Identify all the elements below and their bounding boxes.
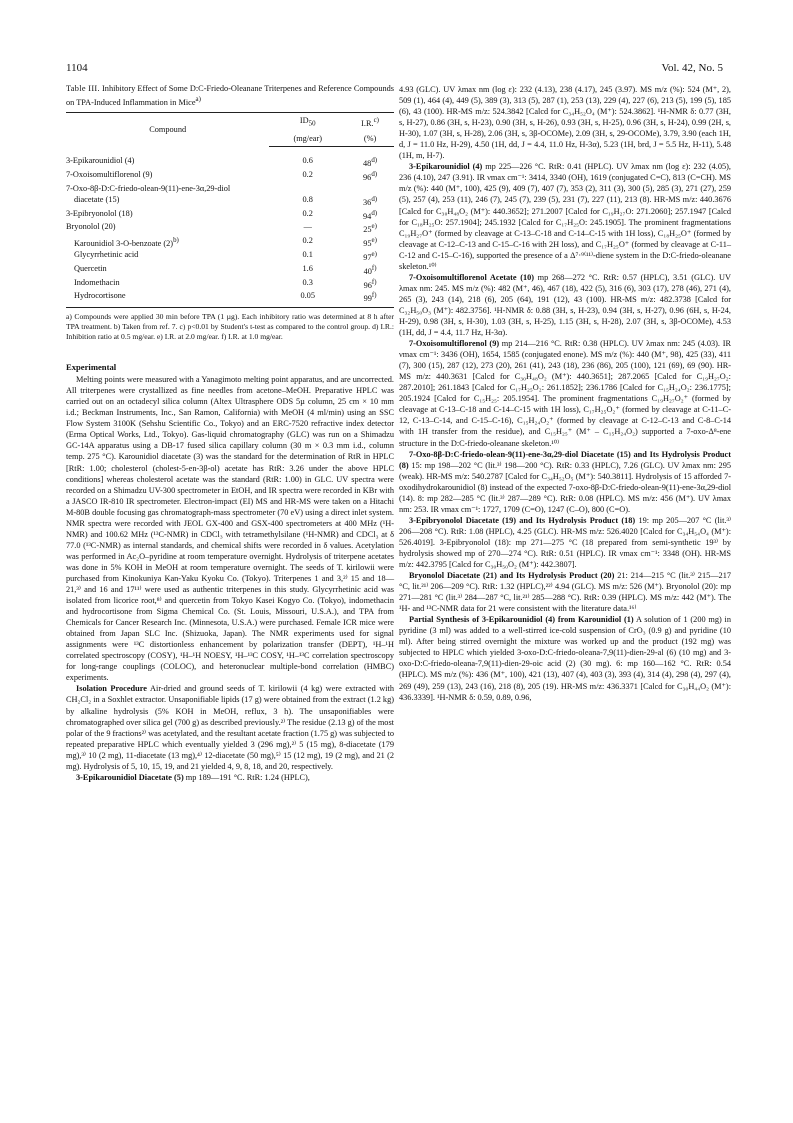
section-heading-experimental: Experimental: [66, 362, 117, 373]
epi-diacetate-heading: 3-Epikarounidiol Diacetate (5): [76, 772, 184, 782]
col-header-compound: Compound: [66, 112, 269, 147]
ir-value: 48$^{d)}$: [363, 157, 378, 169]
ir-value: 25$^{e)}$: [363, 223, 377, 235]
table-row: [66, 169, 394, 183]
compound-name: Quercetin: [74, 263, 107, 273]
ir-value: [346, 183, 394, 194]
ir-value: 95$^{e)}$: [363, 237, 377, 249]
col-header-id50-unit: (mg/ear): [269, 131, 346, 147]
ir-value: 97$^{e)}$: [363, 251, 377, 262]
ir-value: 99$^{f)}$: [346, 290, 394, 307]
table-row: [66, 290, 394, 307]
compound-name: 7-Oxo-8β-D:C-friedo-olean-9(11)-ene-3α,29-diol: [66, 183, 231, 193]
table-body: [66, 147, 394, 308]
epikarounidiol-paragraph: 3-Epikarounidiol (4) mp 225—226 °C. RtR: 0.41 (HPLC). UV λmax nm (log ε): 232 (4.05), 236 (4.10), 247 (3.91). IR νmax cm⁻¹: 3414, 3340 (OH), 1619 (conjugated C=C), 813 (C=CH). MS m/z (%): 440 (M⁺, 100), 425 (9), 409 (7), 407 (7), 353 (2), 311 (3), 300 (5), 285 (3), 271 (27), 259 (5), 257 (4), 253 (11), 246 (7), 245 (7), 239 (5), 231 (7), 227 (11), 213 (8). HR-MS m/z: 440.3676 [Calcd for C₃₀H₄₈O₂ (M⁺): 440.3652]; 271.2007 [Calcd for C₁₉H₂₇O: 271.2060]; 257.1947 [Calcd for C₁₈H₂₅O: 257.1904]; 245.1932 [Calcd for C₁₇H₂₅O: 245.1905]. The prominent fragmentations C₁₉H₂₇O⁺ (formed by cleavage at C-13–C-18 and C-14–C-15 with 1H loss), C₁₈H₂₅O⁺ (formed by cleavage at C-12–C-13 and C-15–C-16 with 2H loss), and C₁₇H₂₅O⁺ (formed by cleavage at C-11–C-12 and C-15–C-16), supported the presence of a Δ⁷·⁹⁽¹¹⁾-diene system in the D:C-friedo-oleanane skeleton.¹⁰⁾: [399, 162, 731, 271]
oxo-diacetate-paragraph: 7-Oxo-8β-D:C-friedo-olean-9(11)-ene-3α,29-diol Diacetate (15) and Its Hydrolysis Product (8) 15: mp 198—202 °C (lit.³⁾ 198—200 °C). RtR: 0.33 (HPLC), 7.26 (GLC). UV λmax nm: 295 (weak). HR-MS m/z: 540.2787 [Calcd for C₃₄H₅₂O₅ (M⁺): 540.3811]. Hydrolysis of 15 afforded 7-oxodihydrokarounidiol (8) instead of the expected 7-oxo-8β-D:C-friedo-olean-9(11)-ene-3α,29-diol (14). 8: mp 282—285 °C (lit.³⁾ 287—289 °C). RtR: 0.08 (HPLC). MS m/z: 456 (M⁺). UV λmax nm: 253. IR νmax cm⁻¹: 1727, 1709 (C=O), 1247 (C–O), 800 (C=O).: [399, 449, 731, 514]
id50-value: 0.3: [302, 277, 313, 287]
table-caption-label: Table III.: [66, 84, 100, 93]
table-caption: [66, 84, 394, 108]
table-row: [66, 249, 394, 263]
id50-value: 0.8: [302, 194, 313, 204]
left-column: [66, 84, 394, 783]
compound-heading: Bryonolol Diacetate (21) and Its Hydrolysis Product (20): [409, 571, 615, 581]
col-header-ir-unit: (%): [346, 131, 394, 147]
compound-heading: Partial Synthesis of 3-Epikarounidiol (4) from Karounidiol (1): [409, 615, 634, 625]
compound-name: Indomethacin: [74, 277, 120, 287]
right-column: [399, 84, 731, 703]
col-header-ir: I.R.$^{c)}$: [346, 112, 394, 131]
compound-name: Bryonolol (20): [66, 222, 116, 232]
ir-value: 96$^{d)}$: [363, 171, 378, 182]
isolation-paragraph: Isolation Procedure Air-dried and ground seeds of T. kirilowii (4 kg) were extracted with CH₂Cl₂ in a Soxhlet extractor. Unsaponifiable lipids (17 g) were obtained from the extract (1.2 kg) by alkaline hydrolysis (5% KOH in MeOH, reflux, 3 h). The unsaponifiables were chromatographed over silica gel (700 g) as described previously.²⁾ The residue (2.13 g) of the most polar of the 9 fractions²⁾ was acetylated, and the resultant acetate fraction (1.75 g) was subjected to repeated preparative HPLC which eventually yielded 3 (296 mg),²⁾ 5 (15 mg), 8-diacetate (179 mg),³⁾ 10 (2 mg), 11-diacetate (13 mg),⁴⁾ 12-diacetate (50 mg),⁵⁾ 15 (12 mg), 19 (2 mg), and 21 (2 mg). Hydrolysis of 5, 10, 15, 19, and 21 yielded 4, 9, 8, 18, and 20, respectively.: [66, 684, 394, 771]
id50-value: 0.6: [302, 156, 313, 166]
bryonolol-paragraph: Bryonolol Diacetate (21) and Its Hydrolysis Product (20) 21: 214—215 °C (lit.³⁾ 215—217 °C, lit.²¹⁾ 206—209 °C). RtR: 1.32 (HPLC),²²⁾ 4.94 (GLC). MS m/z: 526 (M⁺). Bryonolol (20): mp 271—281 °C (lit.³⁾ 284—287 °C, lit.²¹⁾ 285—288 °C). RtR: 0.39 (HPLC). MS m/z: 442 (M⁺). The ¹H- and ¹³C-NMR data for 21 were consistent with the literature data.¹⁶⁾: [399, 571, 731, 614]
ir-value: 94$^{d)}$: [363, 209, 378, 221]
id50-value: 0.2: [302, 170, 313, 180]
id50-value: —: [303, 222, 312, 232]
ir-value: 40$^{f)}$: [363, 264, 377, 276]
id50-value: 0.05: [269, 290, 346, 307]
compound-heading: 3-Epikarounidiol (4): [409, 162, 483, 172]
ir-value: 36$^{d)}$: [363, 195, 378, 207]
ir-value: 96$^{f)}$: [363, 278, 377, 290]
compound-name: Karounidiol 3-O-benzoate $(2)^{b)}$: [74, 237, 179, 249]
id50-value: 0.2: [302, 236, 313, 246]
table-footnote: a) Compounds were applied 30 min before TPA (1 µg). Each inhibitory ratio was determined at 8 h after TPA treatment. b) Taken from ref. 7. c) p<0.01 by Student's t-test as compared to the control group. d) I.R.: Inhibition ratio at 0.5 mg/ear. e) I.R. at 2.0 mg/ear. f) I.R. at 1.0 mg/ear.: [66, 312, 394, 342]
table-row: [66, 183, 394, 194]
compound-name: diacetate (15): [74, 194, 120, 204]
compound-name: Hydrocortisone: [66, 290, 269, 307]
table-caption-text: Inhibitory Effect of Some D:C-Friedo-Oleanane Triterpenes and Reference Compounds on TPA-Induced Inflammation in Mice: [66, 84, 394, 107]
table-row: [66, 147, 394, 169]
compound-heading: 3-Epibryonolol Diacetate (19) and Its Hydrolysis Product (18): [409, 515, 636, 525]
compound-name: 3-Epibryonolol (18): [66, 208, 133, 218]
isolation-heading: Isolation Procedure: [76, 684, 147, 694]
table-row: [66, 235, 394, 249]
id50-value: [269, 183, 346, 194]
table-row: [66, 194, 394, 208]
id50-value: 0.1: [302, 250, 313, 260]
compound-name: Glycyrrhetinic acid: [74, 250, 139, 260]
id50-value: 1.6: [302, 263, 313, 273]
table-row: [66, 277, 394, 291]
spectral-data-continuation: 4.93 (GLC). UV λmax nm (log ε): 232 (4.13), 238 (4.17), 245 (3.97). MS m/z (%): 524 (M⁺, 2), 509 (1), 464 (4), 449 (5), 389 (3), 313 (5), 287 (1), 253 (13), 229 (4), 227 (6), 213 (5), 199 (5), 185 (6), 43 (100). HR-MS m/z: 524.3842 [Calcd for C₃₄H₅₂O₄ (M⁺): 524.3862]. ¹H-NMR δ: 0.77 (3H, s, H-27), 0.86 (3H, s, H-23), 0.90 (3H, s, H-26), 0.93 (3H, s, H-25), 0.96 (3H, s, H-24), 0.99 (2H, s, H-30), 1.07 (3H, s, H-28), 2.06 (3H, s, 3β-OCOMe), 2.09 (3H, s, 29-OCOMe), 3.79, 3.90 (each 1H, d, J = 11.0 Hz, H-29), 4.50 (1H, dd, J = 4.4, 11.0 Hz, H-3α), 5.23 (1H, brd, J = 5.5 Hz, H-11), 5.48 (1H, m, H-7).: [399, 85, 731, 161]
table-row: [66, 263, 394, 277]
oxoisomultiflorenol-paragraph: 7-Oxoisomultiflorenol (9) mp 214—216 °C. RtR: 0.38 (HPLC). UV λmax nm: 245 (4.03). IR νmax cm⁻¹: 3436 (OH), 1654, 1585 (conjugated enone). MS m/z (%): 440 (M⁺, 98), 425 (33), 411 (7), 300 (15), 287 (12), 273 (20), 261 (41), 243 (18), 236 (86), 205 (100), 121 (69), 69 (90). HR-MS m/z: 440.3631 [Calcd for C₃₀H₄₈O₂ (M⁺): 440.3651]; 287.2065 [Calcd for C₁₉H₂₇O₂: 287.2010]; 261.1843 [Calcd for C₁₇H₂₅O₂: 261.1852]; 236.1786 [Calcd for C₁₅H₂₄O₂: 236.1775]; 205.1924 [Calcd for C₁₅H₂₅: 205.1954]. The prominent fragmentations C₁₉H₂₇O₂⁺ (formed by cleavage at C-13–C-18 and C-14–C-15 with 1H loss), C₁₇H₂₅O₂⁺ (formed by cleavage at C-11–C-12, C-13–C-14, and C-15–C-16), C₁₅H₂₄O₂⁺ (formed by cleavage at C-12–C-13 and C-8–C-14 with 1H transfer from the residue), and C₁₅H₂₅⁺ (M⁺ – C₁₅H₂₄O₂) supported a 7-oxo-Δ⁸-ene structure in the D:C-friedo-oleanane skeleton.¹⁰⁾: [399, 339, 731, 448]
compound-heading: 7-Oxoisomultiflorenol (9): [409, 339, 500, 349]
compound-heading: 7-Oxoisomultiflorenol Acetate (10): [409, 272, 535, 282]
id50-value: 0.2: [302, 208, 313, 218]
table-row: [66, 208, 394, 222]
epikarounidiol-diacetate-paragraph: 3-Epikarounidiol Diacetate (5) mp 189—191 °C. RtR: 1.24 (HPLC),: [76, 772, 310, 782]
table-row: [66, 221, 394, 235]
compound-name: 3-Epikarounidiol (4): [66, 155, 135, 165]
page-number: 1104: [66, 62, 88, 74]
inhibition-table: [66, 112, 394, 308]
experimental-paragraph: Melting points were measured with a Yanagimoto melting point apparatus, and are uncorrected. All triterpenes were crystallized as fine needles from acetone–MeOH. Preparative HPLC was carried out on an octadecyl silica column (Altex Ultrasphere ODS 5µ column, 25 cm × 10 mm i.d.; Beckman Instruments, Inc., San Ramon, California) with MeOH (4 ml/min) using an SSC Flow System 3100K (Sehshu Scientific Co., Tokyo) and an ERC-7520 refractive index detector (Erma Optical Works, Ltd., Tokyo). Gas-liquid chromatography (GLC) was run on a Shimadzu GC-14A apparatus using a DB-17 fused silica capillary column (30 m × 0.3 mm i.d., column temp. 275 °C). Karounidiol diacetate (3) was the standard for the determination of RtR in HPLC [RtR: 1.00; cholesterol (cholest-5-en-3β-ol) acetate has RtR: 3.26 under the above HPLC conditions] whereas cholesterol acetate was the standard (RtR: 1.00) in GLC. UV spectra were recorded on a Shimadzu UV-300 spectrometer in EtOH, and IR spectra were recorded in KBr with a JASCO IR-810 IR spectrometer. Electron-impact (EI) MS and HR-MS were taken on a Hitachi M-80B double focusing gas chromatograph-mass spectrometer (70 eV) using a direct inlet system. NMR spectra were recorded with JEOL GX-400 and GSX-400 spectrometers at 400 MHz (¹H-NMR) and 100.62 MHz (¹³C-NMR) in CDCl₃ with tetramethylsilane (¹H-NMR) and CDCl₃ at δ 77.0 (¹³C-NMR) as internal standards, and chemical shifts were recorded in δ values. Acetylation was performed in Ac₂O–pyridine at room temperature overnight. Hydrolysis of triterpene acetates was done in 5% KOH in MeOH at room temperature overnight. The seeds of T. kirilowii were purchased from Kinokuniya Kan-Yaku Kyoku Co. (Tokyo). Triterpenes 1 and 3,²⁾ 15 and 18—21,³⁾ and 16 and 17¹¹⁾ were used as authentic triterpenes in this study. Glycyrrhetinic acid was isolated from licorice root,⁸⁾ and quercetin from Tokyo Kasei Kogyo Co. (Tokyo), indomethacin and hydrocortisone from Sigma Chemical Co. (St. Louis, Missouri, U.S.A.), and TPA from Chemicals for Cancer Research Inc. (Minnesota, U.S.A.) were purchased. Female ICR mice were obtained from Japan SLC Inc. (Shizuoka, Japan). The NMR experiments used for signal assignments were ¹³C distortionless enhancement by polarization transfer (DEPT), ¹H–¹H correlated spectroscopy (COSY), ¹H–¹H NOESY, ¹H–¹³C COSY, ¹H–¹³C correlation spectroscopy for long-range couplings (COLOC), and heteronuclear multiple-bond correlation (HMBC) experiments.: [66, 375, 394, 683]
compound-name: 7-Oxoisomultiflorenol (9): [66, 170, 153, 180]
epibryonolol-paragraph: 3-Epibryonolol Diacetate (19) and Its Hydrolysis Product (18) 19: mp 205—207 °C (lit.³⁾ 206—208 °C). RtR: 1.08 (HPLC), 4.25 (GLC). HR-MS m/z: 526.4020 [Calcd for C₃₄H₅₄O₄ (M⁺): 526.4019]. 3-Epibryonolol (18): mp 271—275 °C (18 prepared from semi-synthetic 19³⁾ by hydrolysis showed mp of 270—274 °C). RtR: 0.51 (HPLC). IR νmax cm⁻¹: 3348 (OH). HR-MS m/z: 442.3795 [Calcd for C₃₀H₅₀O₂ (M⁺): 442.3807].: [399, 515, 731, 570]
compound-heading: 7-Oxo-8β-D:C-friedo-olean-9(11)-ene-3α,29-diol Diacetate (15) and Its Hydrolysis Product (8): [399, 449, 731, 470]
oxoisomultiflorenol-acetate-paragraph: 7-Oxoisomultiflorenol Acetate (10) mp 268—272 °C. RtR: 0.57 (HPLC), 3.51 (GLC). UV λmax nm: 245. MS m/z (%): 482 (M⁺, 46), 467 (18), 422 (5), 316 (6), 303 (17), 278 (46), 271 (4), 265 (3), 243 (14), 218 (6), 205 (64), 191 (12), 43 (100). HR-MS m/z: 482.3738 [Calcd for C₃₂H₅₀O₃ (M⁺): 482.3756]. ¹H-NMR δ: 0.88 (3H, s, H-23), 0.94 (3H, s, H-27), 0.96 (6H, s, H-24, H-29), 0.98 (3H, s, H-30), 1.03 (3H, s, H-25), 1.15 (3H, s, H-28), 2.07 (3H, s, 3β-OCOMe), 4.53 (1H, dd, J = 4.4, 11.7 Hz, H-3α).: [399, 272, 731, 338]
col-header-id50: $ID_{50}$: [269, 112, 346, 131]
journal-volume: Vol. 42, No. 5: [661, 62, 723, 74]
table-caption-sup: a): [195, 95, 201, 103]
partial-synthesis-paragraph: Partial Synthesis of 3-Epikarounidiol (4) from Karounidiol (1) A solution of 1 (200 mg) in pyridine (3 ml) was added to a well-stirred ice-cold suspension of CrO₃ (0.9 g) and pyridine (10 ml). After being stirred overnight the mixture was worked up and the product (192 mg) was subjected to HPLC which yielded 3-oxo-D:C-friedo-oleana-7,9(11)-dien-29-al (6) (10 mg) and 3-oxo-D:C-friedo-oleana-7,9(11)-dien-29-oic acid (2) (30 mg). 6: mp 160—162 °C. RtR: 0.54 (HPLC). MS m/z (%): 436 (M⁺, 100), 421 (13), 407 (4), 403 (3), 393 (4), 314 (4), 298 (4), 297 (4), 269 (49), 259 (13), 243 (16), 218 (8), 205 (19). HR-MS m/z: 436.3371 [Calcd for C₃₀H₄₄O₂ (M⁺): 436.3339]. ¹H-NMR δ: 0.59, 0.89, 0.96,: [399, 615, 731, 702]
